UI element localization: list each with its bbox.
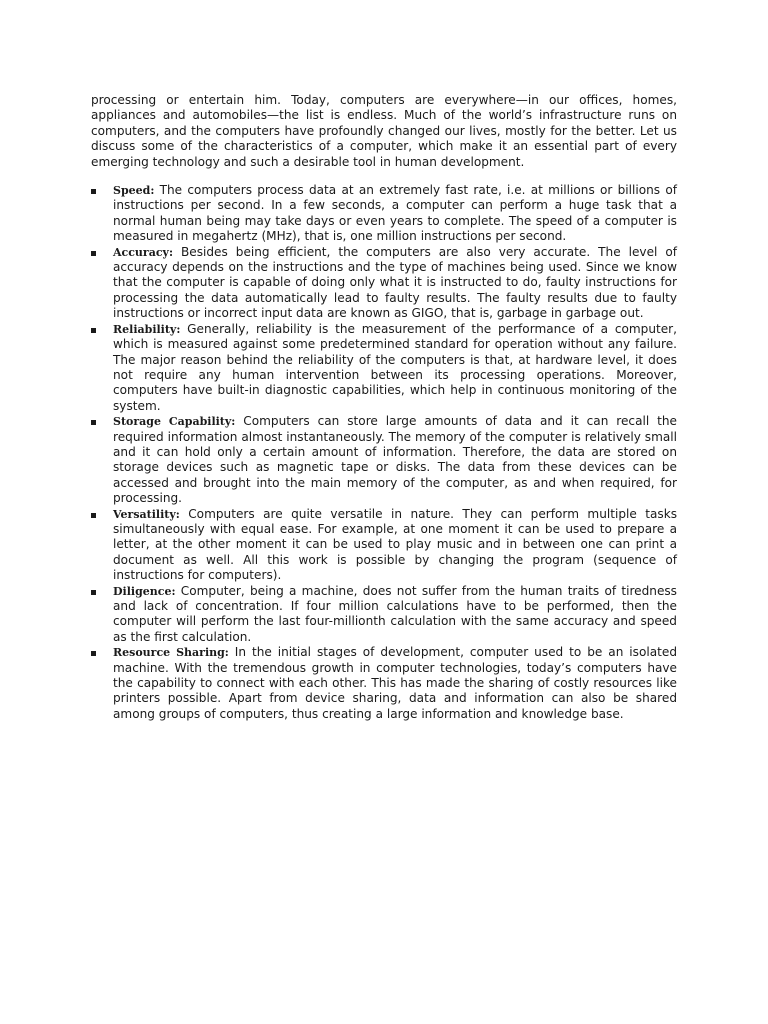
bullet-square-icon: [91, 189, 96, 194]
term-description: In the initial stages of development, computer used to be an isolated machine. With the tremendous growth in computer technologies, today’s computers have the capability to connect with each other. This has made the sharing of costly resources like printers possible. Apart from device sharing, data and information can also be shared among groups of computers, thus creating a large information and knowledge base.: [113, 645, 677, 721]
term-label: Versatility:: [113, 507, 180, 521]
list-item-reliability: [91, 322, 677, 414]
bullet-square-icon: [91, 328, 96, 333]
term-label: Resource Sharing:: [113, 646, 229, 660]
list-item-versatility: [91, 507, 677, 584]
term-label: Diligence:: [113, 584, 176, 598]
term-label: Speed:: [113, 184, 155, 198]
bullet-square-icon: [91, 651, 96, 656]
bullet-square-icon: [91, 513, 96, 518]
term-description: The computers process data at an extremely fast rate, i.e. at millions or billions of instructions per second. In a few seconds, a computer can perform a huge task that a normal human being may take days or even years to complete. The speed of a computer is measured in megahertz (MHz), that is, one million instructions per second.: [113, 183, 677, 244]
list-item-resource-sharing: [91, 645, 677, 722]
term-label: Accuracy:: [113, 245, 174, 259]
list-item-diligence: [91, 584, 677, 646]
document-page: [91, 93, 677, 722]
term-description: Besides being efficient, the computers are also very accurate. The level of accuracy depends on the instructions and the type of machines being used. Since we know that the computer is capable of doing only what it is instructed to do, faulty instructions for processing the data automatically lead to faulty results. The faulty results due to faulty instructions or incorrect input data are known as GIGO, that is, garbage in garbage out.: [113, 244, 677, 321]
bullet-square-icon: [91, 420, 96, 425]
intro-paragraph: processing or entertain him. Today, computers are everywhere—in our offices, homes, appliances and automobiles—the list is endless. Much of the world’s infrastructure runs on computers, and the computers have profoundly changed our lives, mostly for the better. Let us discuss some of the characteristics of a computer, which make it an essential part of every emerging technology and such a desirable tool in human development.: [91, 93, 677, 169]
term-description: Computers are quite versatile in nature. They can perform multiple tasks simultaneously with equal ease. For example, at one moment it can be used to prepare a letter, at the other moment it can be used to play music and in between one can print a document as well. All this work is possible by changing the program (sequence of instructions for computers).: [113, 506, 677, 583]
characteristics-list: [91, 183, 677, 722]
term-description: Computer, being a machine, does not suffer from the human traits of tiredness and lack of concentration. If four million calculations have to be performed, then the computer will perform the last four-millionth calculation with the same accuracy and speed as the first calculation.: [113, 583, 677, 644]
list-item-accuracy: [91, 245, 677, 322]
list-item-storage-capability: [91, 414, 677, 506]
list-item-speed: [91, 183, 677, 245]
bullet-square-icon: [91, 590, 96, 595]
term-description: Generally, reliability is the measurement of the performance of a computer, which is measured against some predetermined standard for operation without any failure. The major reason behind the reliability of the computers is that, at hardware level, it does not require any human intervention between its processing operations. Moreover, computers have built-in diagnostic capabilities, which help in continuous monitoring of the system.: [113, 321, 677, 413]
term-label: Reliability:: [113, 322, 181, 336]
bullet-square-icon: [91, 251, 96, 256]
term-description: Computers can store large amounts of data and it can recall the required information almost instantaneously. The memory of the computer is relatively small and it can hold only a certain amount of information. Therefore, the data are stored on storage devices such as magnetic tape or disks. The data from these devices can be accessed and brought into the main memory of the computer, as and when required, for processing.: [113, 414, 677, 506]
term-label: Storage Capability:: [113, 415, 236, 429]
